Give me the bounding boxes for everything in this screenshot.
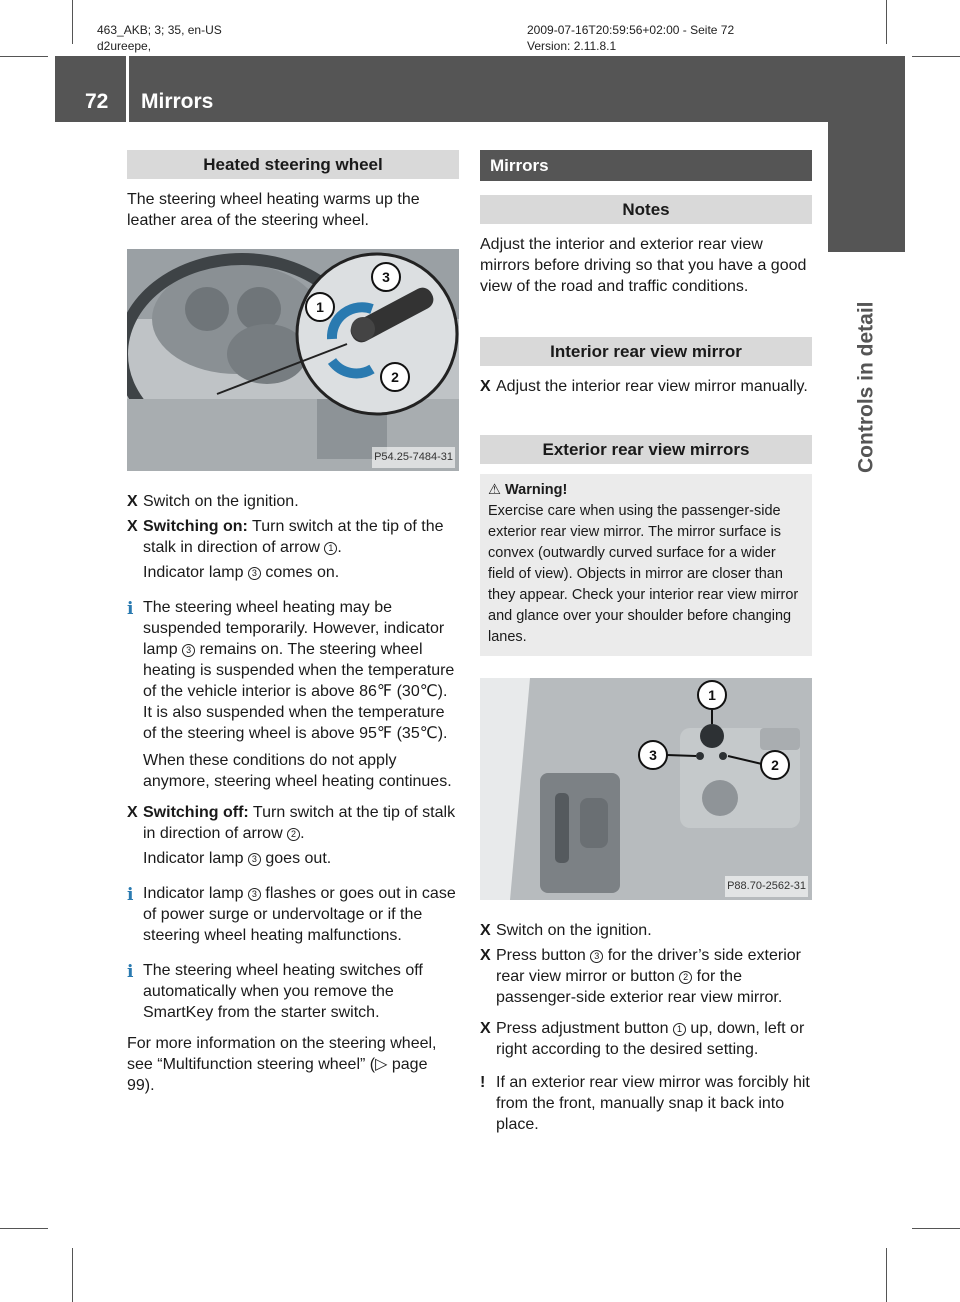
info-note-malfunction: i Indicator lamp 3 flashes or goes out in case of power surge or undervoltage or if the steering wheel heating malfunctions.: [127, 885, 456, 944]
chapter-tab: [828, 122, 905, 522]
step-interior-mirror: X Adjust the interior rear view mirror manually.: [480, 378, 808, 395]
page-number: 72: [85, 90, 109, 113]
subheading-exterior-mirrors: Exterior rear view mirrors: [480, 435, 812, 464]
callout-3: 3: [638, 740, 668, 770]
page-ref-link[interactable]: page 99).: [127, 1056, 428, 1094]
intro-text: The steering wheel heating warms up the leather area of the steering wheel.: [127, 191, 420, 229]
info-icon: i: [127, 962, 134, 982]
crop-mark: [912, 1228, 960, 1229]
num-2: 2: [287, 828, 300, 841]
callout-1: 1: [697, 680, 727, 710]
step-marker: X: [480, 1020, 491, 1037]
caution-note: ! If an exterior rear view mirror was forcibly hit from the front, manually snap it back into place.: [480, 1074, 810, 1133]
crop-mark: [886, 1248, 887, 1302]
print-meta-left: 463_AKB; 3; 35, en-US d2ureepe,: [97, 23, 222, 53]
chapter-tab-block: [828, 122, 905, 252]
step-marker: X: [480, 922, 491, 939]
step-marker: X: [127, 493, 138, 510]
step-ignition-mirrors: X Switch on the ignition.: [480, 922, 652, 939]
mirror-controls-figure: [480, 678, 812, 900]
step-marker: X: [127, 804, 138, 821]
num-3: 3: [248, 888, 261, 901]
step-marker: X: [480, 947, 491, 964]
callout-2: 2: [760, 750, 790, 780]
warning-text: Exercise care when using the passenger-side exterior rear view mirror. The mirror surface is convex (outwardly curved surface for a wider field of view). Objects in mirror are closer than they appear. Check your interior rear view mirror and glance over your shoulder before changing lanes.: [488, 503, 799, 645]
info-icon: i: [127, 599, 134, 619]
num-3: 3: [248, 567, 261, 580]
step-switching-off: X Switching off: Turn switch at the tip of stalk in direction of arrow 2 .: [127, 804, 456, 842]
info-icon: i: [127, 885, 134, 905]
num-2: 2: [679, 971, 692, 984]
crop-mark: [0, 56, 48, 57]
page-ref-arrow-icon: ▷: [375, 1056, 388, 1073]
crop-mark: [0, 1228, 48, 1229]
caution-icon: !: [480, 1074, 486, 1091]
figure-code: P54.25-7484-31: [372, 447, 455, 468]
page-title: Mirrors: [141, 90, 214, 113]
notes-text: Adjust the interior and exterior rear view mirrors before driving so that you have a good view of the road and traffic conditions.: [480, 236, 807, 295]
info-note-suspended: i The steering wheel heating may be suspended temporarily. However, indicator lamp 3 remains on. The steering wheel heating is suspended when the temperature of the vehicle interior is above 86℉ (30℃). It is also suspended when the temperature of the steering wheel is above 95℉ (35℃). When these conditions do not apply anymore, steering wheel heating continues.: [127, 599, 455, 790]
subheading-interior-mirror: Interior rear view mirror: [480, 337, 812, 366]
steering-wheel-figure: [127, 249, 459, 471]
crop-mark: [912, 56, 960, 57]
num-1: 1: [324, 542, 337, 555]
step-switching-on-result: Indicator lamp 3 comes on.: [143, 564, 340, 581]
info-note-smartkey: i The steering wheel heating switches off automatically when you remove the SmartKey from the starter switch.: [127, 962, 423, 1021]
num-3: 3: [182, 644, 195, 657]
step-marker: X: [480, 378, 491, 395]
step-adjust-mirror: X Press adjustment button 1 up, down, left or right according to the desired setting.: [480, 1020, 805, 1058]
steering-wheel-illustration: [127, 249, 459, 471]
callout-1: 1: [305, 292, 335, 322]
num-3: 3: [590, 950, 603, 963]
step-select-mirror: X Press button 3 for the driver’s side exterior rear view mirror or button 2 for the passenger-side exterior rear view mirror.: [480, 947, 801, 1006]
crop-mark: [72, 0, 73, 44]
callout-3: 3: [371, 262, 401, 292]
header-divider: [126, 56, 129, 122]
door-panel-illustration: [480, 678, 812, 900]
right-column: [480, 150, 812, 1135]
left-column: [127, 150, 459, 1106]
closing-text: For more information on the steering wheel, see “Multifunction steering wheel” (▷ page 99).: [127, 1035, 437, 1094]
step-switching-on: X Switching on: Turn switch at the tip of the stalk in direction of arrow 1 .: [127, 518, 444, 556]
step-marker: X: [127, 518, 138, 535]
warning-box: [480, 474, 812, 656]
section-heading-heated-steering-wheel: Heated steering wheel: [127, 150, 459, 179]
warning-title: ⚠ Warning!: [488, 482, 568, 498]
page-header: [55, 56, 905, 122]
crop-mark: [72, 1248, 73, 1302]
num-3: 3: [248, 853, 261, 866]
subheading-notes: Notes: [480, 195, 812, 224]
figure-code: P88.70-2562-31: [725, 876, 808, 897]
warning-triangle-icon: ⚠: [488, 482, 506, 498]
crop-mark: [886, 0, 887, 44]
num-1: 1: [673, 1023, 686, 1036]
step-switching-off-result: Indicator lamp 3 goes out.: [143, 850, 332, 867]
section-heading-mirrors: Mirrors: [480, 150, 812, 181]
print-meta-right: 2009-07-16T20:59:56+02:00 - Seite 72 Version: 2.11.8.1: [527, 23, 735, 53]
step-ignition: X Switch on the ignition.: [127, 493, 299, 510]
chapter-label: Controls in detail: [854, 301, 878, 473]
callout-2: 2: [380, 362, 410, 392]
